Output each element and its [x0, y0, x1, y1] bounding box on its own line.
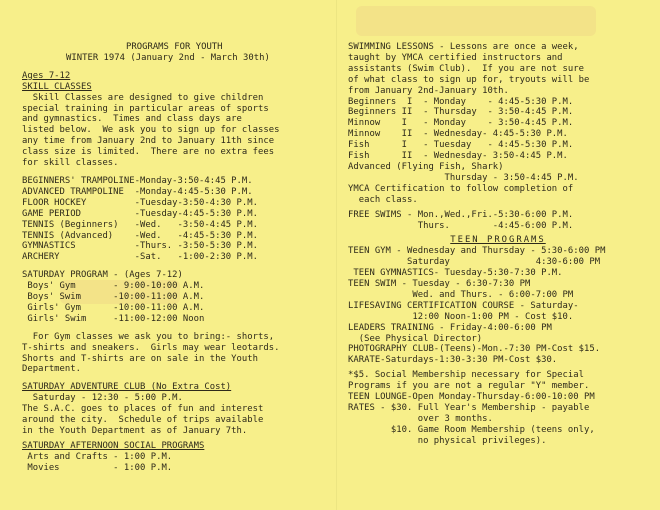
adventure-club-text: The S.A.C. goes to places of fun and interest: [22, 404, 264, 415]
membership-note: Programs if you are not a regular "Y" member.: [348, 381, 590, 392]
swim-schedule-row: Beginners I - Monday - 4:45-5:30 P.M.: [348, 96, 574, 107]
skill-classes-text: and gymnastics. Times and class days are: [22, 114, 242, 125]
fold-line: [336, 0, 337, 510]
certification-note: YMCA Certification to follow completion of: [348, 183, 574, 194]
gym-attire-note: For Gym classes we ask you to bring:- shorts,: [22, 331, 275, 342]
teen-program-row: 12:00 Noon-1:00 PM - Cost $10.: [348, 311, 574, 322]
class-schedule-row: TENNIS (Beginners) -Wed. -3:50-4:45 P.M.: [22, 219, 258, 230]
skill-classes-text: Skill Classes are designed to give children: [22, 92, 264, 103]
swimming-lessons-intro: taught by YMCA certified instructors and: [348, 52, 563, 63]
class-schedule-row: ADVANCED TRAMPOLINE -Monday-4:45-5:30 P.M.: [22, 186, 253, 197]
swimming-lessons-intro: from January 2nd-January 10th.: [348, 85, 509, 96]
teen-program-row: (See Physical Director): [348, 333, 483, 344]
swim-schedule-row: Minnow I - Monday - 3:50-4:45 P.M.: [348, 118, 574, 129]
teen-program-row: KARATE-Saturdays-1:30-3:30 PM-Cost $30.: [348, 355, 558, 366]
rates-row: RATES - $30. Full Year's Membership - payable: [348, 403, 590, 413]
saturday-program-heading: SATURDAY PROGRAM - (Ages 7-12): [22, 270, 183, 281]
teen-program-row: Saturday 4:30-6:00 PM: [348, 257, 601, 268]
swimming-lessons-intro: of what class to sign up for, tryouts will be: [348, 74, 590, 85]
membership-note: *$5. Social Membership necessary for Special: [348, 370, 584, 381]
teen-program-row: TEEN GYMNASTICS- Tuesday-5:30-7:30 P.M.: [348, 268, 563, 279]
adventure-club-text: in the Youth Department as of January 7th.: [22, 426, 248, 436]
saturday-schedule-row: Boys' Swim -10:00-11:00 A.M.: [22, 292, 205, 303]
rates-row: $10. Game Room Membership (teens only,: [348, 424, 595, 435]
teen-program-row: LEADERS TRAINING - Friday-4:00-6:00 PM: [348, 322, 552, 333]
teen-program-row: PHOTOGRAPHY CLUB-(Teens)-Mon.-7:30 PM-Cost $15.: [348, 344, 601, 355]
teen-lounge-row: TEEN LOUNGE-Open Monday-Thursday-6:00-10:00 PM: [348, 392, 595, 403]
certification-note: each class.: [348, 194, 418, 205]
swim-schedule-row: Fish I - Tuesday - 4:45-5:30 P.M.: [348, 140, 574, 151]
class-schedule-row: GAME PERIOD -Tuesday-4:45-5:30 P.M.: [22, 208, 258, 219]
swim-schedule-row: Advanced (Flying Fish, Shark): [348, 161, 504, 172]
adventure-club-time: Saturday - 12:30 - 5:00 P.M.: [22, 393, 183, 404]
saturday-schedule-row: Girls' Gym -10:00-11:00 A.M.: [22, 302, 205, 313]
rates-row: over 3 months.: [348, 413, 493, 424]
swimming-lessons-intro: assistants (Swim Club). If you are not sure: [348, 63, 584, 74]
adventure-club-text: around the city. Schedule of trips available: [22, 415, 264, 426]
gym-attire-note: Shorts and T-shirts are on sale in the Youth: [22, 353, 258, 364]
free-swims-row: FREE SWIMS - Mon.,Wed.,Fri.-5:30-6:00 P.M.: [348, 209, 574, 220]
swim-schedule-row: Minnow II - Wednesday- 4:45-5:30 P.M.: [348, 129, 568, 140]
swim-schedule-row: Fish II - Wednesday- 3:50-4:45 P.M.: [348, 151, 568, 162]
rates-row: no physical privileges).: [348, 435, 547, 446]
skill-classes-text: listed below. We ask you to sign up for classes: [22, 125, 280, 136]
class-schedule-row: TENNIS (Advanced) -Wed. -4:45-5:30 P.M.: [22, 230, 258, 241]
saturday-schedule-row: Girls' Swim -11:00-12:00 Noon: [22, 313, 205, 324]
teen-programs-heading: TEEN PROGRAMS: [450, 235, 546, 246]
swim-schedule-row: Beginners II - Thursday - 3:50-4:45 P.M.: [348, 107, 574, 118]
social-program-row: Movies - 1:00 P.M.: [22, 462, 173, 473]
teen-program-row: TEEN GYM - Wednesday and Thursday - 5:30-6:00 PM: [348, 246, 606, 257]
social-programs-heading: SATURDAY AFTERNOON SOCIAL PROGRAMS: [22, 440, 205, 451]
swim-schedule-row: Thursday - 3:50-4:45 P.M.: [348, 172, 579, 183]
teen-program-row: Wed. and Thurs. - 6:00-7:00 PM: [348, 289, 574, 300]
class-schedule-row: GYMNASTICS -Thurs. -3:50-5:30 P.M.: [22, 241, 258, 252]
skill-classes-text: for skill classes.: [22, 158, 119, 169]
swimming-lessons-intro: SWIMMING LESSONS - Lessons are once a week,: [348, 42, 579, 52]
teen-program-row: LIFESAVING CERTIFICATION COURSE - Saturday-: [348, 300, 579, 311]
bleed-through-stain: [356, 6, 596, 36]
adventure-club-heading: SATURDAY ADVENTURE CLUB (No Extra Cost): [22, 382, 232, 393]
skill-classes-text: any time from January 2nd to January 11th since: [22, 136, 275, 147]
skill-classes-text: special training in particular areas of sports: [22, 103, 269, 114]
gym-attire-note: Department.: [22, 364, 81, 375]
gym-attire-note: T-shirts and sneakers. Girls may wear leotards.: [22, 342, 280, 353]
free-swims-row: Thurs. -4:45-6:00 P.M.: [348, 220, 574, 231]
skill-classes-text: class size is limited. There are no extra fees: [22, 147, 275, 158]
class-schedule-row: ARCHERY -Sat. -1:00-2:30 P.M.: [22, 252, 258, 263]
skill-classes-heading: SKILL CLASSES: [22, 81, 92, 92]
class-schedule-row: FLOOR HOCKEY -Tuesday-3:50-4:30 P.M.: [22, 197, 258, 208]
teen-program-row: TEEN SWIM - Tuesday - 6:30-7:30 PM: [348, 279, 531, 290]
social-program-row: Arts and Crafts - 1:00 P.M.: [22, 451, 173, 462]
class-schedule-row: BEGINNERS' TRAMPOLINE-Monday-3:50-4:45 P.M.: [22, 175, 253, 186]
season-dates: WINTER 1974 (January 2nd - March 30th): [66, 52, 270, 63]
right-column: [348, 42, 648, 447]
saturday-schedule-row: Boys' Gym - 9:00-10:00 A.M.: [22, 281, 205, 292]
document-title: PROGRAMS FOR YOUTH: [126, 42, 223, 52]
left-column: [22, 42, 322, 474]
age-group-heading: Ages 7-12: [22, 70, 71, 81]
